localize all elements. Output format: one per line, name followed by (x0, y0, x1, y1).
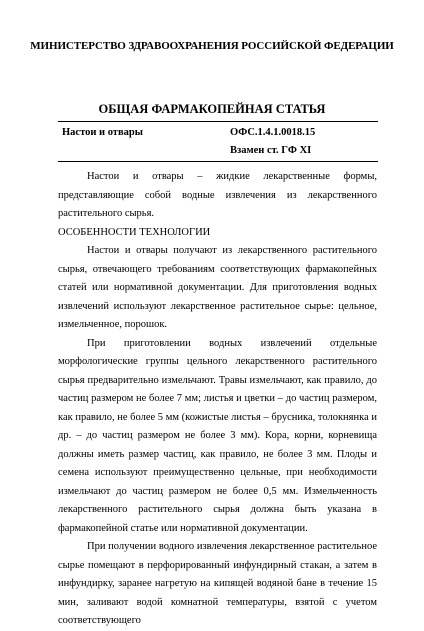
top-divider (58, 121, 378, 122)
document-title: ОБЩАЯ ФАРМАКОПЕЙНАЯ СТАТЬЯ (98, 102, 326, 116)
section-heading: ОСОБЕННОСТИ ТЕХНОЛОГИИ (58, 226, 211, 238)
paragraph-grinding: При приготовлении водных извлечений отдельные морфологические группы цельного лекарственного растительного сырья предварительно измельчают. Травы измельчают, как правило, до частиц размером не более 7 мм; листья и цветки – до частиц размером, как правило, не более 5 мм (кожистые листья – брусника, толокнянка и др. – до частиц размером не более 3 мм). Кора, корни, корневища должны иметь размер частиц, как правило, не более 3 мм. Плоды и семена используют преимущественно цельные, при необходимости измельчают до частиц размером не более 0,5 мм. Измельченность лекарственного растительного сырья должна быть указана в фармакопейной статье или нормативной документации. (58, 337, 377, 534)
article-code: ОФС.1.4.1.0018.15 (230, 127, 316, 138)
paragraph-definition: Настои и отвары – жидкие лекарственные формы, представляющие собой водные извлечения из лекарственного растительного сырья. (58, 171, 377, 219)
document-body (58, 168, 377, 631)
ministry-header: МИНИСТЕРСТВО ЗДРАВООХРАНЕНИЯ РОССИЙСКОЙ ФЕДЕРАЦИИ (30, 40, 394, 52)
article-name: Настои и отвары (62, 127, 143, 138)
paragraph-extraction: При получении водного извлечения лекарственное растительное сырье помещают в перфорированный инфундирный стакан, а затем в инфундирку, заранее нагретую на кипящей водяной бане в течение 15 мин, заливают водой комнатной температуры, взятой с учетом соответствующего (58, 541, 377, 626)
paragraph-raw-materials: Настои и отвары получают из лекарственного растительного сырья, отвечающего требованиям соответствующих фармакопейных статей или нормативной документации. Для приготовления водных извлечений используют лекарственное растительное сырье: цельное, измельченное, порошок. (58, 245, 377, 330)
bottom-divider (58, 161, 378, 162)
article-replaces: Взамен ст. ГФ XI (230, 145, 312, 156)
